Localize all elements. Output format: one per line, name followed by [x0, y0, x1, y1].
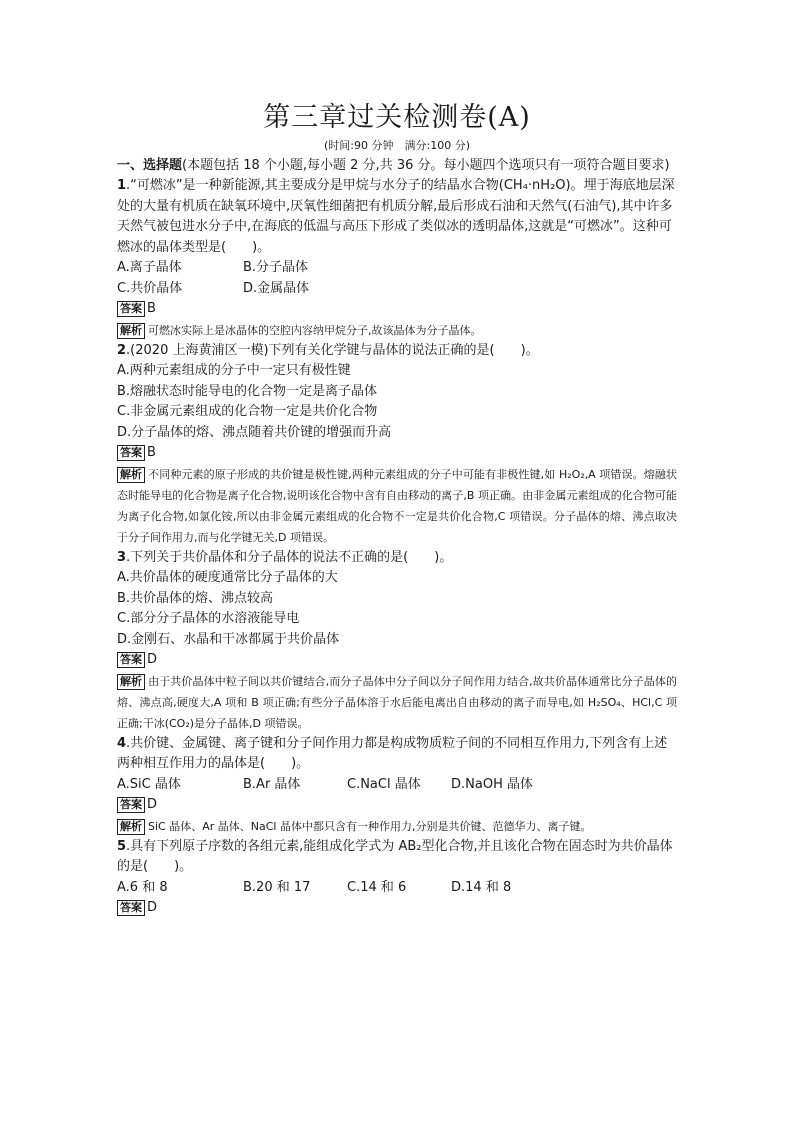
answer-value: B	[147, 445, 156, 460]
option-d: D.金属晶体	[243, 280, 310, 296]
section-heading	[117, 156, 677, 176]
question-text: .“可燃冰”是一种新能源,其主要成分是甲烷与水分子的结晶水合物(CH₄·nH₂O)。埋于海底地层深处的大量有机质在缺氧环境中,厌氧性细菌把有机质分解,最后形成石油和天然气(石油气),其中许多天然气被包进水分子中,在海底的低温与高压下形成了类似冰的透明晶体,这就是“可燃冰”。这种可燃冰的晶体类型是( )。	[117, 178, 675, 255]
options	[117, 258, 677, 279]
option-b: B.共价晶体的熔、沸点较高	[117, 590, 274, 606]
question-text: .具有下列原子序数的各组元素,能组成化学式为 AB₂型化合物,并且该化合物在固态时为共价晶体的是( )。	[117, 838, 673, 874]
option-d: D.14 和 8	[451, 879, 512, 895]
options	[117, 878, 677, 899]
option-a: A.共价晶体的硬度通常比分子晶体的大	[117, 570, 338, 585]
answer-line	[117, 898, 677, 919]
question-stem	[117, 837, 677, 878]
answer-value: D	[147, 797, 158, 812]
option-b: B.Ar 晶体	[243, 776, 301, 792]
question-4	[117, 734, 677, 837]
answer-line	[117, 650, 677, 671]
analysis-text: 可燃冰实际上是冰晶体的空腔内容纳甲烷分子,故该晶体为分子晶体。	[148, 323, 482, 337]
exam-info: (时间:90 分钟 满分:100 分)	[324, 139, 470, 152]
question-number: 3	[117, 549, 127, 565]
analysis-tag: 解析	[117, 819, 145, 835]
analysis-text: SiC 晶体、Ar 晶体、NaCl 晶体中都只含有一种作用力,分别是共价键、范德华力、离子键。	[148, 819, 592, 833]
options-row-2	[117, 279, 677, 300]
options	[117, 361, 677, 443]
question-number: 1	[117, 178, 127, 193]
question-stem	[117, 176, 677, 258]
question-5	[117, 837, 677, 919]
option-a: A.6 和 8	[117, 879, 168, 895]
question-2	[117, 341, 677, 548]
option-c: C.部分分子晶体的水溶液能导电	[117, 611, 300, 626]
answer-tag: 答案	[117, 445, 145, 461]
analysis-text: 由于共价晶体中粒子间以共价键结合,而分子晶体中分子间以分子间作用力结合,故共价晶体通常比分子晶体的熔、沸点高,硬度大,A 项和 B 项正确;有些分子晶体溶于水后能电离出自由移动的离子而导电,如 H₂SO₄、HCl,C 项正确;干冰(CO₂)是分子晶体,D 项错误。	[117, 674, 677, 730]
section-note: (本题包括 18 个小题,每小题 2 分,共 36 分。每小题四个选项只有一项符合题目要求)	[182, 158, 670, 173]
analysis-tag: 解析	[117, 467, 145, 483]
question-stem	[117, 734, 677, 775]
question-3	[117, 548, 677, 734]
answer-tag: 答案	[117, 301, 145, 317]
answer-value: B	[147, 301, 156, 316]
question-number: 5	[117, 838, 127, 854]
answer-line	[117, 795, 677, 816]
option-c: C.非金属元素组成的化合物一定是共价化合物	[117, 404, 378, 419]
option-d: D.分子晶体的熔、沸点随着共价键的增强而升高	[117, 424, 392, 440]
question-number: 2	[117, 342, 127, 358]
option-b: B.分子晶体	[243, 260, 309, 275]
answer-tag: 答案	[117, 900, 145, 916]
question-1	[117, 176, 677, 341]
exam-page	[117, 100, 677, 919]
option-c: C.共价晶体	[117, 280, 183, 296]
question-text: .共价键、金属键、离子键和分子间作用力都是构成物质粒子间的不同相互作用力,下列含有上述两种相互作用力的晶体是( )。	[117, 735, 668, 771]
answer-tag: 答案	[117, 797, 145, 813]
answer-line	[117, 299, 677, 320]
option-c: C.14 和 6	[347, 879, 407, 895]
page-title: 第三章过关检测卷(A)	[263, 102, 531, 133]
answer-line	[117, 443, 677, 464]
option-a: A.离子晶体	[117, 260, 182, 275]
analysis-tag: 解析	[117, 323, 145, 339]
option-c: C.NaCl 晶体	[347, 776, 421, 792]
analysis-block	[117, 671, 677, 734]
option-d: D.NaOH 晶体	[451, 776, 533, 792]
option-b: B.熔融状态时能导电的化合物一定是离子晶体	[117, 383, 378, 399]
answer-tag: 答案	[117, 652, 145, 668]
question-number: 4	[117, 735, 127, 751]
analysis-text: 不同种元素的原子形成的共价键是极性键,两种元素组成的分子中可能有非极性键,如 H₂O₂,A 项错误。熔融状态时能导电的化合物是离子化合物,说明该化合物中含有自由移动的离子,B 项正确。由非金属元素组成的化合物可能为离子化合物,如氯化铵,所以由非金属元素组成的化合物不一定是共价化合物,C 项错误。分子晶体的熔、沸点取决于分子间作用力,而与化学键无关,D 项错误。	[117, 467, 677, 544]
analysis-block	[117, 464, 677, 548]
question-text: .下列关于共价晶体和分子晶体的说法不正确的是( )。	[126, 549, 453, 565]
section-label: 一、选择题	[117, 158, 183, 173]
options	[117, 775, 677, 796]
analysis-block	[117, 320, 677, 341]
question-stem	[117, 341, 677, 362]
answer-value: D	[147, 652, 158, 667]
option-a: A.SiC 晶体	[117, 776, 181, 792]
option-a: A.两种元素组成的分子中一定只有极性键	[117, 363, 351, 378]
option-b: B.20 和 17	[243, 879, 311, 895]
option-d: D.金刚石、水晶和干冰都属于共价晶体	[117, 631, 340, 647]
question-stem	[117, 548, 677, 569]
options	[117, 568, 677, 650]
analysis-tag: 解析	[117, 674, 145, 690]
answer-value: D	[147, 900, 158, 915]
analysis-block	[117, 816, 677, 837]
question-text: .(2020 上海黄浦区一模)下列有关化学键与晶体的说法正确的是( )。	[126, 342, 539, 358]
